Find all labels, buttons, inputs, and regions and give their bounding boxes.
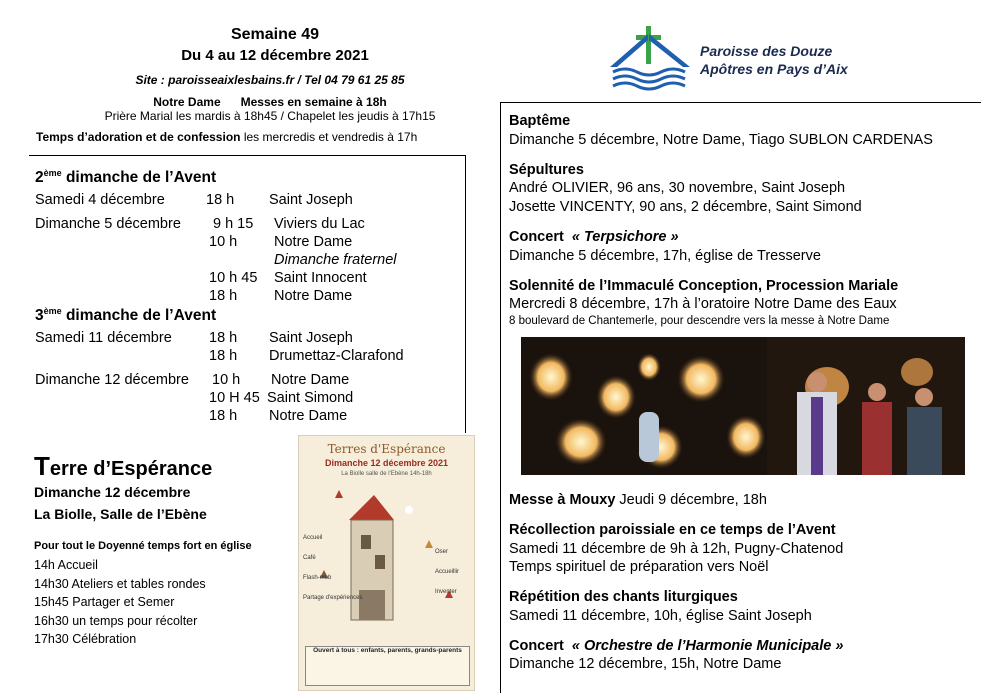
schedule-note: Dimanche fraternel: [274, 252, 397, 268]
schedule-place: Saint Joseph: [269, 192, 353, 208]
week-title: Semaine 49: [230, 26, 320, 43]
concert2-title: Concert: [509, 638, 564, 654]
mouxy-title: Messe à Mouxy: [509, 492, 616, 508]
masses-text: Messes en semaine à 18h: [240, 95, 387, 109]
bapteme-text: Dimanche 5 décembre, Notre Dame, Tiago SUBLON CARDENAS: [509, 132, 933, 148]
concert2-text: Dimanche 12 décembre, 15h, Notre Dame: [509, 656, 782, 672]
schedule-time: 10 h 45: [209, 270, 258, 286]
advent3-title: [35, 306, 216, 325]
program-item: 14h Accueil: [34, 558, 98, 572]
notre-dame-label: Notre Dame: [153, 95, 221, 109]
solennite-text: Mercredi 8 décembre, 17h à l’oratoire Notre Dame des Eaux: [509, 296, 897, 312]
repetition-title: Répétition des chants liturgiques: [509, 589, 738, 605]
schedule-place: Drumettaz-Clarafond: [269, 348, 404, 364]
terre-program: [34, 556, 206, 649]
mouxy-heading: [509, 492, 767, 508]
terre-place: La Biolle, Salle de l’Ebène: [34, 506, 207, 522]
schedule-time: 10 H 45: [209, 390, 260, 406]
schedule-time: 18 h: [209, 288, 238, 304]
advent2-title: [35, 168, 216, 187]
concert1-heading: [509, 229, 679, 245]
program-item: 16h30 un temps pour récolter: [34, 613, 198, 628]
mouxy-text: Jeudi 9 décembre, 18h: [615, 492, 767, 508]
schedule-time: 9 h 15: [213, 216, 254, 232]
advent3-sup: ème: [43, 306, 62, 316]
priest-procession-image: [767, 337, 965, 475]
date-range: Du 4 au 12 décembre 2021: [181, 47, 369, 64]
adoration-label: Temps d’adoration et de confession: [36, 130, 241, 144]
prayer-times: Prière Marial les mardis à 18h45 / Chapelet les jeudis à 17h15: [104, 109, 436, 123]
adoration-rest: les mercredis et vendredis à 17h: [240, 130, 418, 144]
flyer-title: Terres d'Espérance: [327, 442, 446, 456]
schedule-place: Notre Dame: [274, 288, 353, 304]
parish-name: [700, 42, 848, 78]
advent3-num: 3: [35, 307, 44, 325]
advent2-num: 2: [35, 169, 44, 187]
terre-date: Dimanche 12 décembre: [34, 484, 191, 500]
program-item: 15h45 Partager et Semer: [34, 595, 175, 609]
terre-title-cap: T: [34, 451, 50, 481]
flyer-word: Partage d'expériences: [303, 595, 363, 601]
advent2-sup: ème: [43, 168, 62, 178]
concert2-name: « Orchestre de l’Harmonie Municipale »: [571, 638, 844, 654]
sepulture-1: André OLIVIER, 96 ans, 30 novembre, Saint Joseph: [509, 180, 846, 196]
procession-photo-candles: [521, 337, 767, 475]
concert2-heading: [509, 638, 843, 654]
flyer-word: Oser: [435, 549, 449, 555]
schedule-time: 10 h: [209, 234, 238, 250]
mass-schedule: [29, 155, 466, 433]
repetition-text: Samedi 11 décembre, 10h, église Saint Joseph: [509, 608, 812, 624]
schedule-day: Samedi 4 décembre: [35, 192, 165, 208]
cross-waves-icon: [605, 22, 695, 92]
flyer-right-words: [435, 542, 459, 602]
schedule-place: Saint Joseph: [269, 330, 353, 346]
concert1-text: Dimanche 5 décembre, 17h, église de Tresserve: [509, 248, 821, 264]
parish-name-line1: Paroisse des Douze: [700, 43, 833, 59]
terres-esperance-flyer: [298, 435, 475, 691]
schedule-day: Samedi 11 décembre: [35, 330, 172, 346]
schedule-day: Dimanche 5 décembre: [35, 216, 181, 232]
site-contact[interactable]: Site : paroisseaixlesbains.fr / Tel 04 79 61 25 85: [135, 73, 405, 87]
schedule-place: Viviers du Lac: [274, 216, 365, 232]
program-item: 17h30 Célébration: [34, 632, 137, 646]
terre-title: [34, 451, 212, 482]
parish-name-line2: Apôtres en Pays d’Aix: [700, 61, 848, 77]
terre-title-rest: erre d’Espérance: [49, 458, 213, 480]
adoration-times: [36, 130, 506, 144]
schedule-place: Notre Dame: [269, 408, 348, 424]
program-item: 14h30 Ateliers et tables rondes: [34, 576, 206, 591]
terre-intro: Pour tout le Doyenné temps fort en église: [34, 540, 252, 552]
solennite-address: 8 boulevard de Chantemerle, pour descendre vers la messe à Notre Dame: [509, 315, 890, 327]
schedule-time: 18 h: [209, 408, 238, 424]
flyer-word: Café: [303, 555, 316, 561]
procession-photo-priest: [767, 337, 965, 475]
recollection-title: Récollection paroissiale en ce temps de l’Avent: [509, 522, 836, 538]
advent2-rest: dimanche de l’Avent: [61, 169, 217, 187]
schedule-place: Saint Simond: [267, 390, 354, 406]
schedule-place: Saint Innocent: [274, 270, 367, 286]
recollection-text-2: Temps spirituel de préparation vers Noël: [509, 559, 769, 575]
schedule-time: 10 h: [212, 372, 241, 388]
schedule-time: 18 h: [206, 192, 235, 208]
flyer-word: Flash-mob: [303, 575, 332, 581]
flyer-word: Accueillir: [435, 569, 460, 575]
recollection-text-1: Samedi 11 décembre de 9h à 12h, Pugny-Chatenod: [509, 541, 844, 557]
flyer-place: La Biolle salle de l'Ebène 14h-18h: [341, 471, 432, 477]
flyer-subtitle: Dimanche 12 décembre 2021: [324, 458, 449, 468]
flyer-bottom: Ouvert à tous : enfants, parents, grands-parents: [305, 646, 470, 686]
schedule-time: 18 h: [209, 348, 238, 364]
schedule-place: Notre Dame: [271, 372, 350, 388]
flyer-word: Accueil: [303, 535, 323, 541]
sepultures-title: Sépultures: [509, 162, 584, 178]
concert1-title: Concert: [509, 229, 564, 245]
solennite-title: Solennité de l’Immaculé Conception, Procession Mariale: [509, 278, 899, 294]
schedule-day: Dimanche 12 décembre: [35, 372, 189, 388]
parish-logo: [605, 22, 695, 92]
flyer-word: Inventer: [435, 589, 457, 595]
sepulture-2: Josette VINCENTY, 90 ans, 2 décembre, Saint Simond: [509, 199, 862, 215]
weekday-masses: [40, 95, 500, 109]
bapteme-title: Baptême: [509, 113, 571, 129]
schedule-place: Notre Dame: [274, 234, 353, 250]
schedule-time: 18 h: [209, 330, 238, 346]
flyer-left-words: [303, 528, 363, 608]
advent3-rest: dimanche de l’Avent: [61, 307, 217, 325]
concert1-name: « Terpsichore »: [571, 229, 679, 245]
candles-image: [521, 337, 767, 475]
